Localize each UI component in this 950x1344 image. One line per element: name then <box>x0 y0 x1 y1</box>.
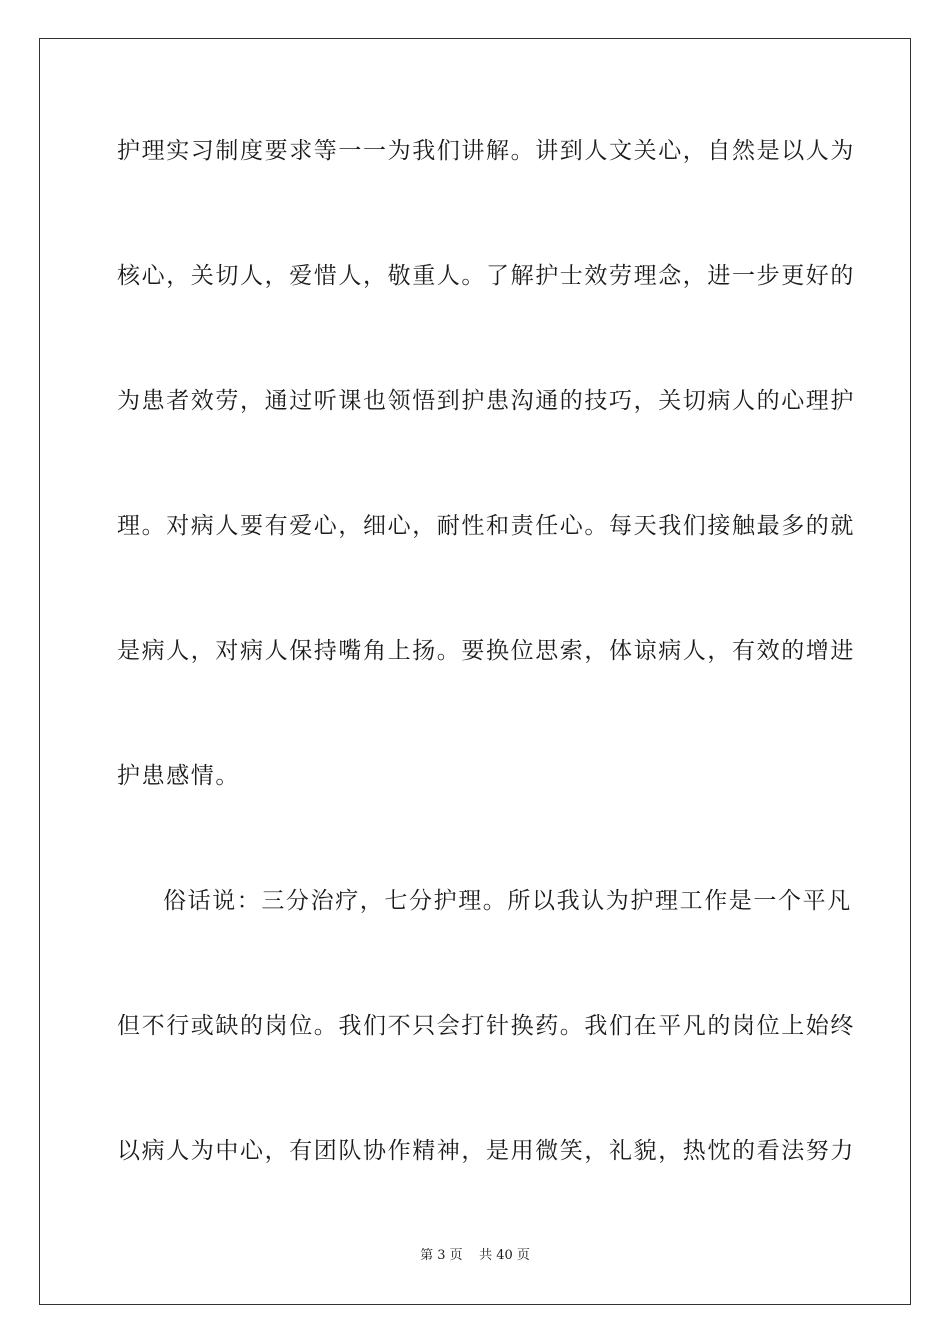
text-line-6: 护患感情。 <box>117 763 240 789</box>
page-border <box>39 38 911 1305</box>
text-line-4: 理。对病人要有爱心，细心，耐性和责任心。每天我们接触最多的就 <box>117 513 855 539</box>
text-line-8: 但不行或缺的岗位。我们不只会打针换药。我们在平凡的岗位上始终 <box>117 1013 855 1039</box>
page-number-footer: 第 3 页 共 40 页 <box>420 1248 530 1263</box>
text-line-7: 俗话说：三分治疗，七分护理。所以我认为护理工作是一个平凡 <box>163 888 852 914</box>
text-line-1: 护理实习制度要求等一一为我们讲解。讲到人文关心，自然是以人为 <box>117 138 855 164</box>
text-line-5: 是病人，对病人保持嘴角上扬。要换位思索，体谅病人，有效的增进 <box>117 638 855 664</box>
text-line-9: 以病人为中心，有团队协作精神，是用微笑，礼貌，热忱的看法努力 <box>117 1138 855 1164</box>
text-line-2: 核心，关切人，爱惜人，敬重人。了解护士效劳理念，进一步更好的 <box>117 263 855 289</box>
text-line-3: 为患者效劳，通过听课也领悟到护患沟通的技巧，关切病人的心理护 <box>117 388 855 414</box>
